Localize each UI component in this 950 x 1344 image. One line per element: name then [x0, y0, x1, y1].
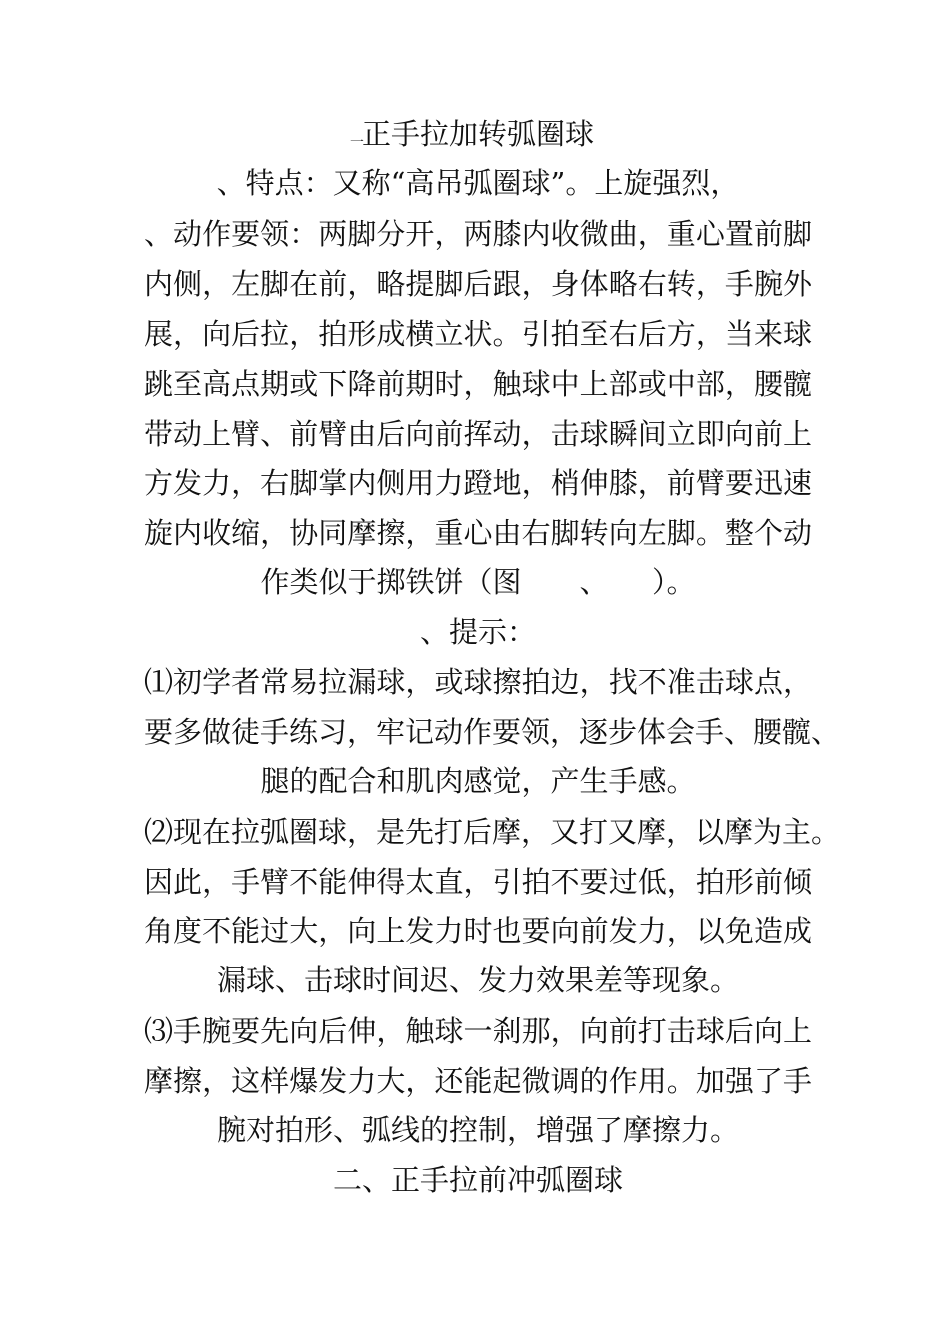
tip-3-line-2: 摩擦，这样爆发力大，还能起微调的作用。加强了手 — [144, 1064, 812, 1098]
tip-2-line-3: 角度不能过大，向上发力时也要向前发力，以免造成 — [144, 914, 812, 948]
tip-3-line-3: 腕对拍形、弧线的控制，增强了摩擦力。 — [216, 1113, 739, 1147]
paragraph-line-2: 、动作要领：两脚分开，两膝内收微曲，重心置前脚 — [144, 217, 812, 251]
tip-2-line-1: ⑵现在拉弧圈球，是先打后摩，又打又摩，以摩为主。 — [144, 815, 841, 849]
tip-2-line-2: 因此，手臂不能伸得太直，引拍不要过低，拍形前倾 — [144, 865, 812, 899]
paragraph-line-7: 方发力，右脚掌内侧用力蹬地，梢伸膝，前臂要迅速 — [144, 466, 812, 500]
paragraph-line-1: 、特点：又称“高吊弧圈球”。上旋强烈， — [216, 166, 740, 200]
tip-1-line-1: ⑴初学者常易拉漏球，或球擦拍边，找不准击球点， — [144, 665, 812, 699]
section-heading-2: 二、正手拉前冲弧圈球 — [332, 1163, 623, 1197]
paragraph-line-8: 旋内收缩，协同摩擦，重心由右脚转向左脚。整个动 — [144, 516, 812, 550]
tip-2-line-4: 漏球、击球时间迟、发力效果差等现象。 — [216, 963, 739, 997]
paragraph-line-5: 跳至高点期或下降前期时，触球中上部或中部，腰髋 — [144, 367, 812, 401]
section-title: 正手拉加转弧圈球 — [361, 117, 594, 151]
heading-number-mark: 一 — [350, 135, 364, 151]
paragraph-line-9: 作类似于掷铁饼（图 、 ）。 — [260, 565, 696, 599]
tip-3-line-1: ⑶手腕要先向后伸，触球一刹那，向前打击球后向上 — [144, 1014, 812, 1048]
tip-1-line-3: 腿的配合和肌肉感觉，产生手感。 — [260, 764, 696, 798]
paragraph-line-6: 带动上臂、前臂由后向前挥动，击球瞬间立即向前上 — [144, 417, 812, 451]
tip-1-line-2: 要多做徒手练习，牢记动作要领，逐步体会手、腰髋、 — [144, 715, 841, 749]
tips-heading: 、提示： — [419, 615, 536, 649]
paragraph-line-4: 展，向后拉，拍形成横立状。引拍至右后方，当来球 — [144, 317, 812, 351]
paragraph-line-3: 内侧，左脚在前，略提脚后跟，身体略右转，手腕外 — [144, 267, 812, 301]
